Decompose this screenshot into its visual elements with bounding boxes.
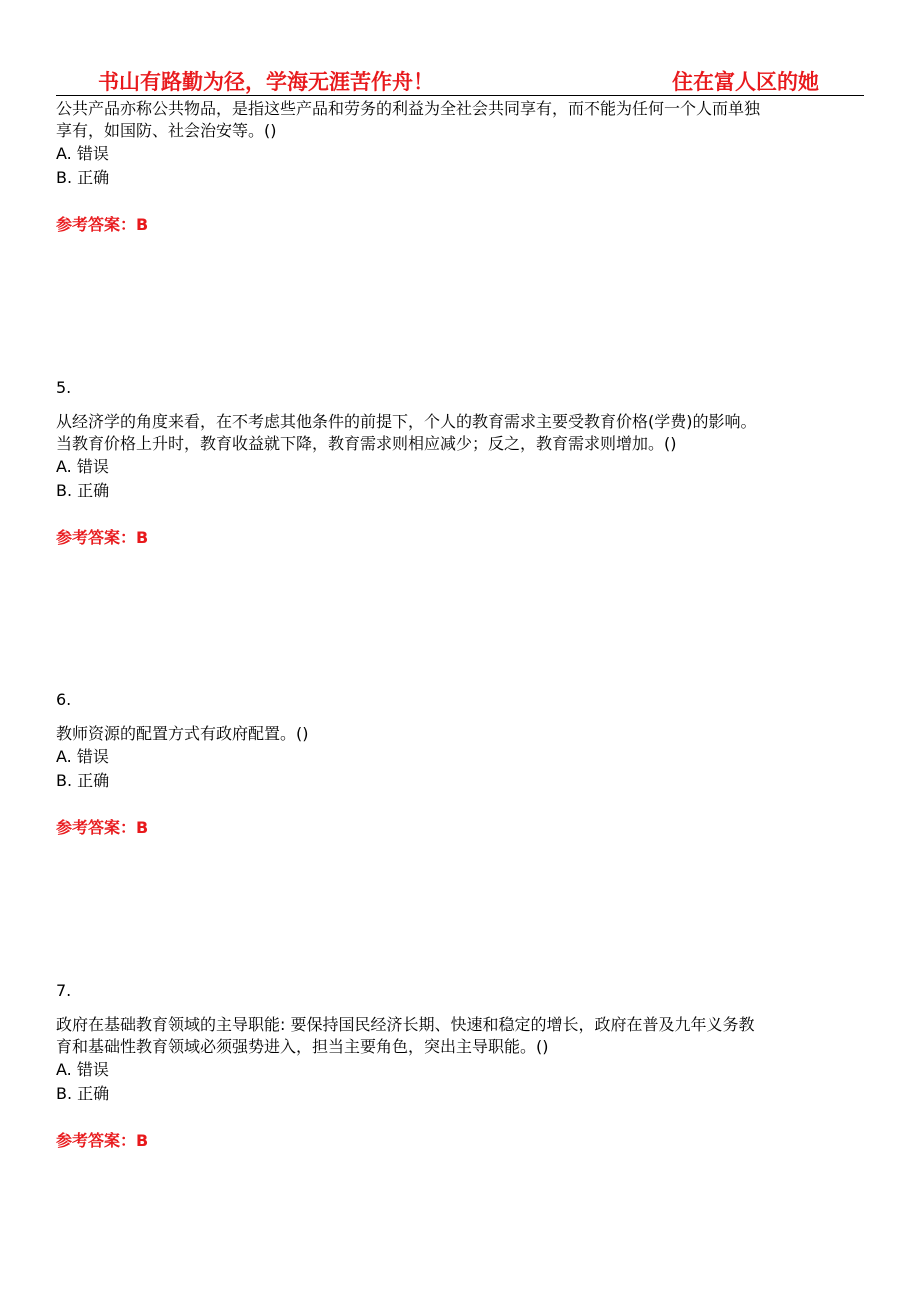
option-b: B. 正确 [56, 771, 110, 790]
question-block-4 [56, 98, 886, 236]
question-text-line: 政府在基础教育领域的主导职能: 要保持国民经济长期、快速和稳定的增长，政府在普及九年义务教 [56, 1015, 755, 1034]
question-number: 7. [56, 981, 72, 1000]
reference-answer: 参考答案：B [56, 215, 149, 234]
question-block-7 [56, 980, 886, 1152]
header-left-motto: 书山有路勤为径，学海无涯苦作舟！ [98, 69, 434, 94]
reference-answer: 参考答案：B [56, 818, 149, 837]
option-b: B. 正确 [56, 1084, 110, 1103]
question-text-line: 育和基础性教育领域必须强势进入，担当主要角色，突出主导职能。() [56, 1037, 549, 1056]
reference-answer: 参考答案：B [56, 528, 149, 547]
question-number: 6. [56, 690, 72, 709]
question-block-5 [56, 377, 886, 549]
option-a: A. 错误 [56, 457, 109, 476]
option-b: B. 正确 [56, 481, 110, 500]
option-a: A. 错误 [56, 1060, 109, 1079]
option-a: A. 错误 [56, 144, 109, 163]
header-right-motto: 住在富人区的她 [672, 69, 819, 94]
option-a: A. 错误 [56, 747, 109, 766]
header-divider [56, 95, 864, 96]
question-text-line: 享有，如国防、社会治安等。() [56, 121, 277, 140]
page-header [0, 62, 920, 96]
option-b: B. 正确 [56, 168, 110, 187]
question-text-line: 从经济学的角度来看，在不考虑其他条件的前提下，个人的教育需求主要受教育价格(学费)的影响。 [56, 412, 757, 431]
question-text-line: 教师资源的配置方式有政府配置。() [56, 724, 309, 743]
question-number: 5. [56, 378, 72, 397]
question-text-line: 当教育价格上升时，教育收益就下降，教育需求则相应减少；反之，教育需求则增加。() [56, 434, 677, 453]
reference-answer: 参考答案：B [56, 1131, 149, 1150]
question-text-line: 公共产品亦称公共物品，是指这些产品和劳务的利益为全社会共同享有，而不能为任何一个人而单独 [56, 99, 761, 118]
question-block-6 [56, 689, 886, 839]
